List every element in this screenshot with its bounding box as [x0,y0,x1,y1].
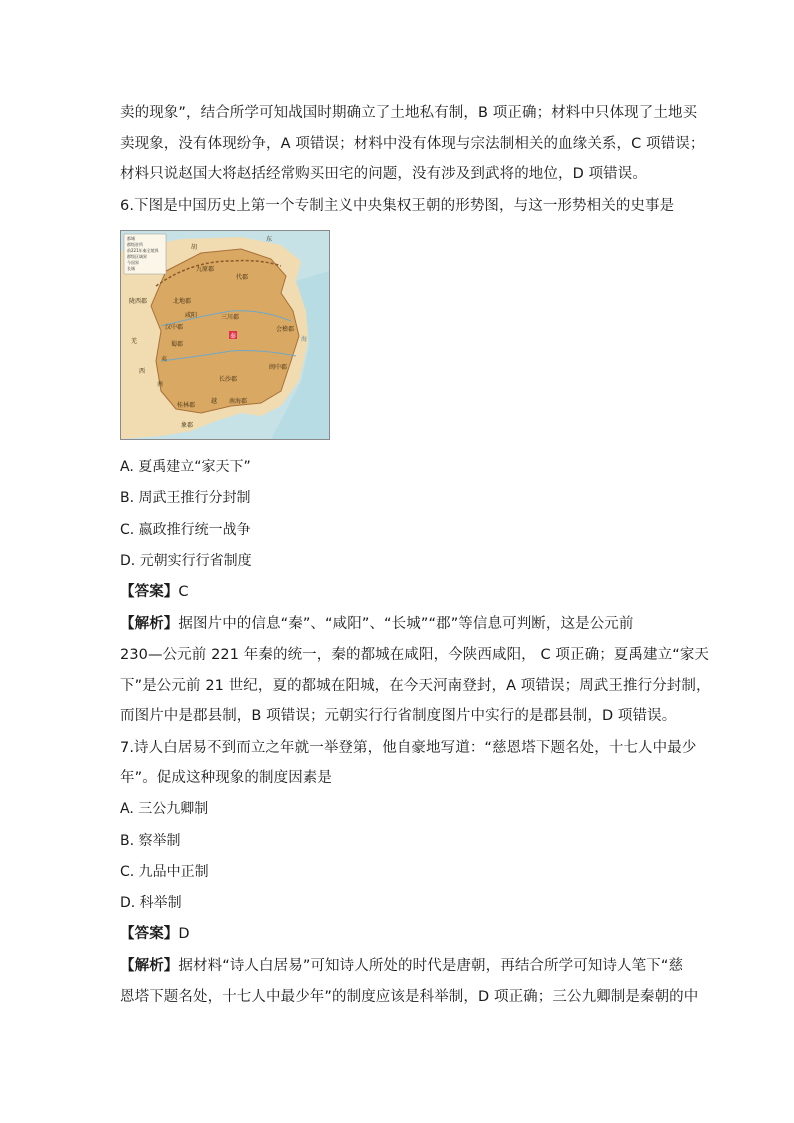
map-label-east: 东 [266,236,273,243]
legend-item-4: 郡级区域界 [127,254,147,259]
map-label-nan: 南 [157,381,164,388]
map-label-nanhai: 南海郡 [229,398,248,405]
map-label-changsha: 长沙郡 [219,376,238,383]
map-label-xianyang: 咸阳 [185,312,198,319]
map-label-minzhong: 闽中郡 [269,364,288,371]
map-label-jiuyuan: 九原郡 [196,266,215,273]
map-label-guilin: 桂林郡 [177,402,196,409]
q7-answer-label: 【答案】 [120,926,179,942]
q7-option-c: C. 九品中正制 [120,864,209,880]
q7-answer-value: D [178,926,190,942]
map-label-kuaiji: 会稽郡 [276,326,295,333]
map-label-yue: 越 [211,398,218,405]
q6-analysis-line-3: 下”是公元前 21 世纪，夏的都城在阳城，在今天河南登封，A 项错误；周武王推行分封制， [120,678,711,694]
legend-item-6: 长城 [127,266,135,271]
map-label-xiang: 象郡 [181,422,194,429]
q6-option-a: A. 夏禹建立“家天下” [120,459,251,475]
map-label-sea: 海 [301,336,308,343]
legend-item-2: 郡级驻所 [127,242,143,247]
map-label-shu: 蜀郡 [171,341,184,348]
q5-analysis-line-2: 卖现象，没有体现纷争，A 项错误；材料中没有体现与宗法制相关的血缘关系，C 项错误； [120,136,705,152]
q7-stem-line-2: 年”。促成这种现象的制度因素是 [120,770,333,786]
q6-analysis-line-2: 230—公元前 221 年秦的统一，秦的都城在咸阳，今陕西咸阳， C 项正确；夏禹建立“家天 [120,647,710,663]
legend-item-5: 今国界 [127,260,139,265]
q7-analysis-label: 【解析】 [120,958,179,974]
q5-analysis-line-1: 卖的现象”，结合所学可知战国时期确立了土地私有制，B 项正确；材料中只体现了土地买 [120,105,698,121]
q7-option-b: B. 察举制 [120,833,181,849]
map-label-dai: 代郡 [236,274,249,281]
q6-answer-value: C [178,584,189,600]
q7-answer [120,924,190,944]
map-label-qin: 秦 [230,333,237,340]
q7-analysis-line-1 [120,956,683,976]
q7-option-a: A. 三公九卿制 [120,801,209,817]
map-label-hanzhong: 汉中郡 [165,324,184,331]
map-label-xi: 西 [139,368,146,375]
map-label-sanchuan: 三川郡 [221,314,240,321]
q7-analysis-line-2: 恩塔下题名处，十七人中最少年”的制度应该是科举制，D 项正确；三公九卿制是秦朝的中 [120,989,699,1005]
q7-analysis-text-1: 据材料“诗人白居易”可知诗人所处的时代是唐朝，再结合所学可知诗人笔下“慈 [178,958,684,974]
legend-item-1: 都城 [127,236,135,241]
legend-item-3: 前221年秦全境界 [127,248,159,253]
map-label-yi: 夷 [161,356,168,363]
q6-option-d: D. 元朝实行行省制度 [120,553,252,569]
q6-answer-label: 【答案】 [120,584,179,600]
q6-analysis-line-4: 而图片中是郡县制，B 项错误；元朝实行行省制度图片中实行的是郡县制，D 项错误。 [120,708,677,724]
q6-analysis-label: 【解析】 [120,616,179,632]
q6-analysis-text-1: 据图片中的信息“秦”、“咸阳”、“长城”“郡”等信息可判断，这是公元前 [178,616,634,632]
map-label-hu: 胡 [191,244,198,251]
map-label-qiang: 羌 [131,338,138,345]
q5-analysis-line-3: 材料只说赵国大将赵括经常购买田宅的问题，没有涉及到武将的地位，D 项错误。 [120,166,647,182]
q6-option-b: B. 周武王推行分封制 [120,490,251,506]
q7-stem-line-1: 7.诗人白居易不到而立之年就一举登第，他自豪地写道：“慈恩塔下题名处，十七人中最少 [120,740,697,756]
q6-analysis-line-1 [120,614,634,634]
qin-dynasty-map [120,230,330,440]
q6-option-c: C. 嬴政推行统一战争 [120,522,251,538]
q7-option-d: D. 科举制 [120,895,182,911]
q6-stem: 6.下图是中国历史上第一个专制主义中央集权王朝的形势图，与这一形势相关的史事是 [120,198,675,214]
q6-answer [120,582,189,602]
map-label-longxi: 陇西郡 [129,298,148,305]
map-label-beidi: 北地郡 [173,298,192,305]
